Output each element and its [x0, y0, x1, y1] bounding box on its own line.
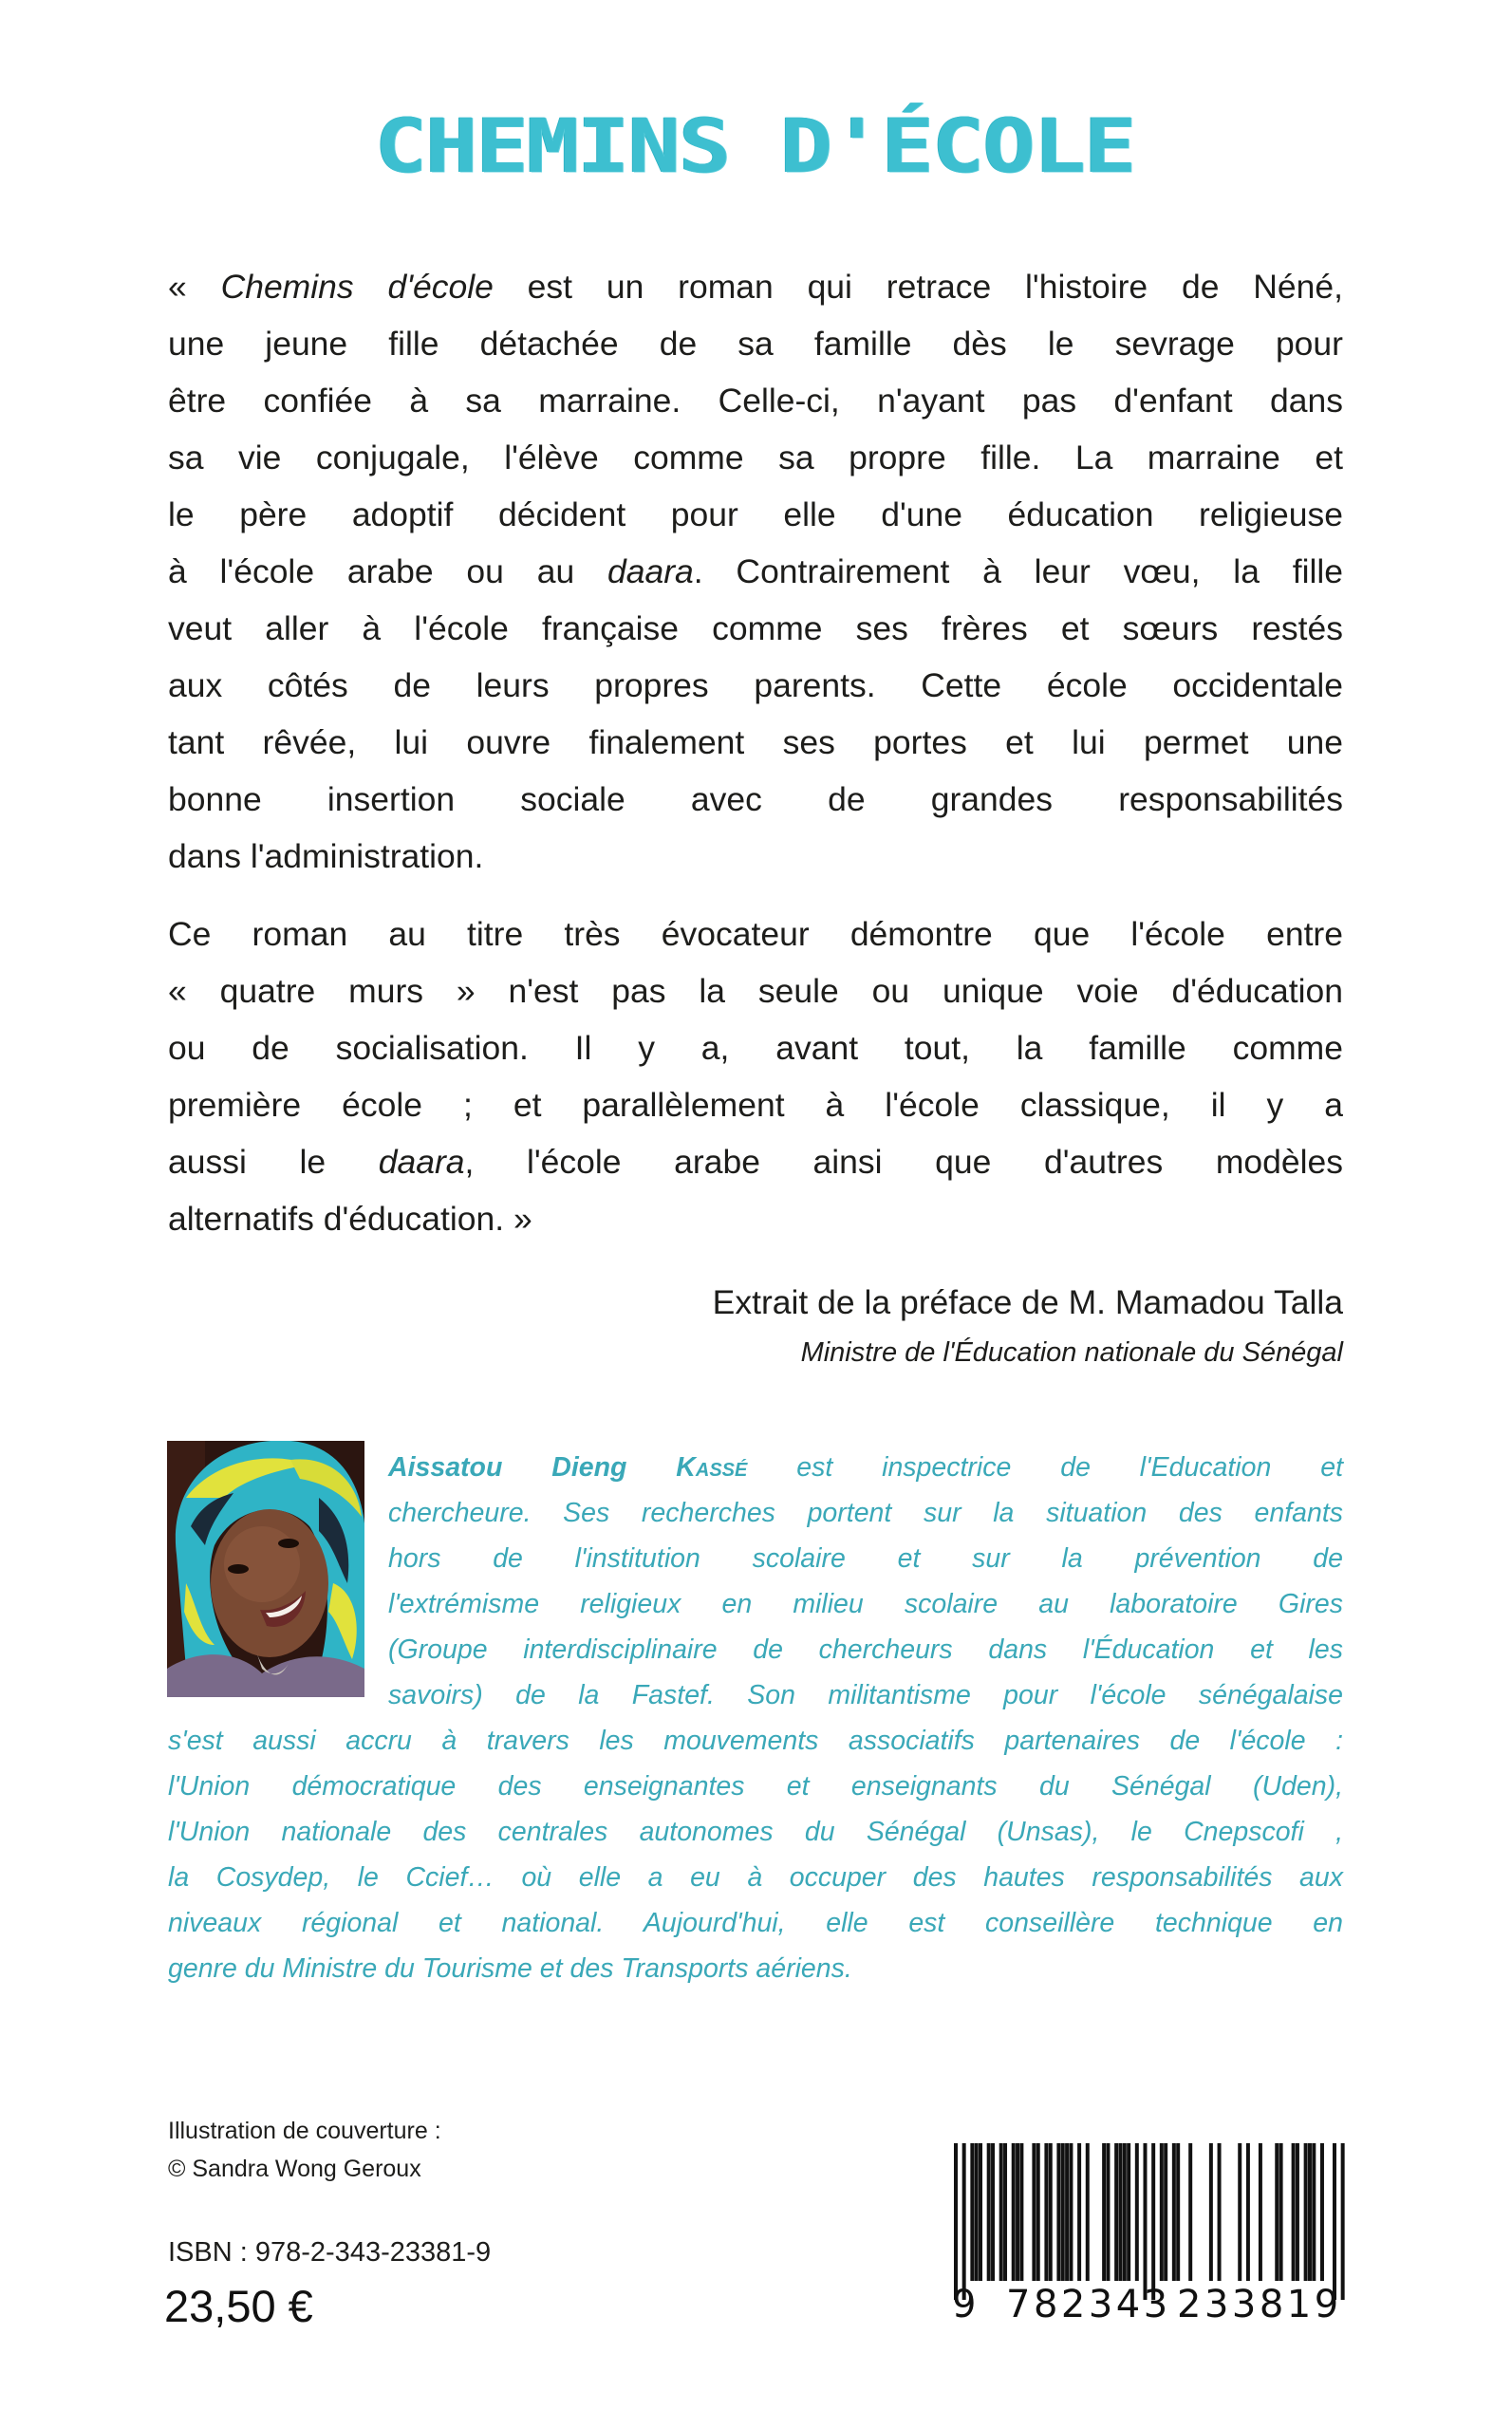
bio-line: genre du Ministre du Tourisme et des Transports aériens. [168, 1953, 852, 1984]
author-bio-top [388, 1445, 1343, 1718]
author-first-names: Aissatou Dieng [388, 1452, 677, 1483]
bio-line: hors de l'institution scolaire et sur la prévention de [388, 1543, 1343, 1574]
isbn: ISBN : 978-2-343-23381-9 [168, 2237, 492, 2268]
text-line: sa vie conjugale, l'élève comme sa propre fille. La marraine et [168, 439, 1343, 476]
portrait-icon [167, 1441, 364, 1697]
text-line: ou de socialisation. Il y a, avant tout, la famille comme [168, 1029, 1343, 1067]
barcode-right-digits: 233819 [1177, 2283, 1342, 2326]
excerpt-paragraph-1 [168, 258, 1343, 885]
text-line: tant rêvée, lui ouvre finalement ses portes et lui permet une [168, 723, 1343, 761]
barcode-first-digit: 9 [952, 2283, 977, 2326]
text-line: aux côtés de leurs propres parents. Cette école occidentale [168, 666, 1343, 704]
text-line: à l'école arabe ou au daara. Contrairement à leur vœu, la fille [168, 552, 1343, 590]
text-line: alternatifs d'éducation. » [168, 1200, 532, 1238]
text-line: « Chemins d'école est un roman qui retrace l'histoire de Néné, [168, 268, 1343, 306]
text-line: Ce roman au titre très évocateur démontre que l'école entre [168, 915, 1343, 953]
text-line: première école ; et parallèlement à l'école classique, il y a [168, 1086, 1343, 1124]
illustration-credit: © Sandra Wong Geroux [168, 2156, 421, 2182]
bio-line: l'Union démocratique des enseignantes et enseignants du Sénégal (Uden), [168, 1771, 1343, 1802]
text-line: veut aller à l'école française comme ses frères et sœurs restés [168, 609, 1343, 647]
bio-line: (Groupe interdisciplinaire de chercheurs dans l'Éducation et les [388, 1634, 1343, 1665]
text-line: une jeune fille détachée de sa famille dès le sevrage pour [168, 325, 1343, 363]
excerpt-attribution: Extrait de la préface de M. Mamadou Talla [712, 1283, 1343, 1321]
barcode-left-digits: 782343 [1006, 2283, 1171, 2326]
bio-line: s'est aussi accru à travers les mouvements associatifs partenaires de l'école : [168, 1726, 1343, 1756]
attribution-role: Ministre de l'Éducation nationale du Sénégal [800, 1337, 1343, 1368]
bio-line: la Cosydep, le Ccief… où elle a eu à occuper des hautes responsabilités aux [168, 1862, 1343, 1893]
excerpt-paragraph-2 [168, 906, 1343, 1247]
bio-line: niveaux régional et national. Aujourd'hui, elle est conseillère technique en [168, 1908, 1343, 1938]
text-line: « quatre murs » n'est pas la seule ou unique voie d'éducation [168, 972, 1343, 1010]
text-line: le père adoptif décident pour elle d'une éducation religieuse [168, 495, 1343, 533]
text-line: bonne insertion sociale avec de grandes responsabilités [168, 780, 1343, 818]
bio-line: savoirs) de la Fastef. Son militantisme pour l'école sénégalaise [388, 1680, 1343, 1710]
author-bio-bottom [168, 1718, 1343, 1991]
text-line: aussi le daara, l'école arabe ainsi que d'autres modèles [168, 1143, 1343, 1181]
illustration-label: Illustration de couverture : [168, 2118, 441, 2144]
bio-line: chercheure. Ses recherches portent sur la situation des enfants [388, 1498, 1343, 1528]
text-line: être confiée à sa marraine. Celle-ci, n'ayant pas d'enfant dans [168, 382, 1343, 420]
bio-line: l'extrémisme religieux en milieu scolaire au laboratoire Gires [388, 1589, 1343, 1619]
author-photo [167, 1441, 364, 1697]
text-line: dans l'administration. [168, 837, 484, 875]
bio-line: l'Union nationale des centrales autonomes du Sénégal (Unsas), le Cnepscofi , [168, 1817, 1343, 1847]
price: 23,50 € [164, 2281, 313, 2331]
cover-credits [168, 2112, 441, 2188]
book-title: CHEMINS D'ÉCOLE [374, 103, 1135, 190]
author-surname: Kassé [676, 1452, 748, 1483]
bio-line: Aissatou Dieng Kassé est inspectrice de l'Education et [388, 1452, 1343, 1483]
